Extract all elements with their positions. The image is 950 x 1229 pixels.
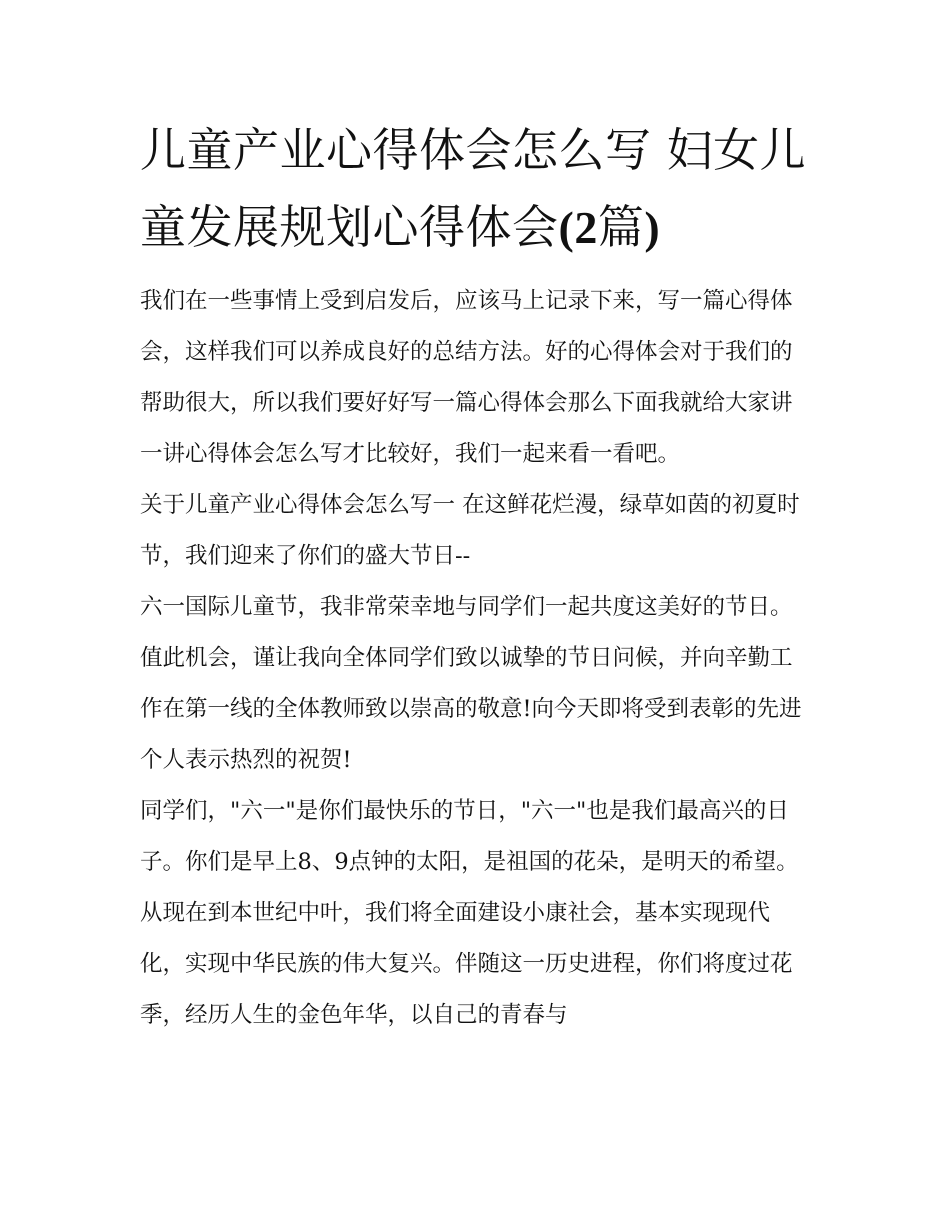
paragraph-intro: 我们在一些事情上受到启发后，应该马上记录下来，写一篇心得体会，这样我们可以养成良好的总结方法。好的心得体会对于我们的帮助很大，所以我们要好好写一篇心得体会那么下面我就给大家讲一讲心得体会怎么写才比较好，我们一起来看一看吧。 — [140, 288, 793, 467]
title-count-close: ) — [644, 202, 661, 253]
paragraph-section-one: 关于儿童产业心得体会怎么写一 在这鲜花烂漫，绿草如茵的初夏时节，我们迎来了你们的盛大节日-- — [140, 492, 800, 569]
title-text: 儿童产业心得体会怎么写 妇女儿童发展规划心得体会 — [140, 123, 807, 254]
title-count-unit: 篇 — [597, 200, 645, 254]
paragraph-childrens-day: 六一国际儿童节，我非常荣幸地与同学们一起共度这美好的节日。值此机会，谨让我向全体同学们致以诚挚的节日问候，并向辛勤工作在第一线的全体教师致以崇高的敬意!向今天即将受到表彰的先进个人表示热烈的祝贺! — [140, 594, 802, 773]
document-page — [140, 112, 812, 1041]
document-title — [140, 112, 812, 266]
title-count-open: (2 — [558, 202, 598, 253]
paragraph-students: 同学们，"六一"是你们最快乐的节日，"六一"也是我们最高兴的日子。你们是早上8、9点钟的太阳，是祖国的花朵，是明天的希望。从现在到本世纪中叶，我们将全面建设小康社会，基本实现现代化，实现中华民族的伟大复兴。伴随这一历史进程，你们将度过花季，经历人生的金色年华，以自己的青春与 — [140, 798, 799, 1028]
